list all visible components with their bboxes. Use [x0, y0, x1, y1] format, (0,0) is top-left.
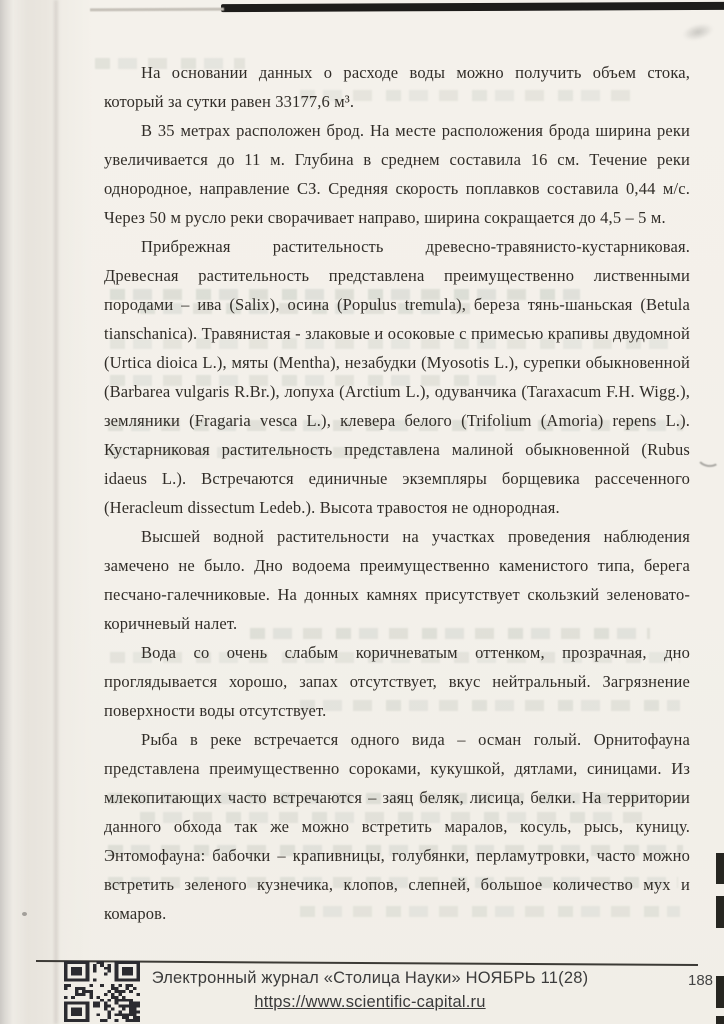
paragraph-ford: В 35 метрах расположен брод. На месте расположения брода ширина реки увеличивается до 11 м. Глубина в среднем составила 16 см. Течение реки однородное, направление СЗ. Средняя скорость поплавков составила 0,44 м/с. Через 50 м русло реки сворачивает направо, ширина сокращается до 4,5 – 5 м.: [104, 121, 690, 227]
scan-right-edge-mark: [716, 896, 724, 928]
scan-top-edge-faint: [90, 8, 224, 12]
paragraph-water-quality: Вода со очень слабым коричневатым оттенком, прозрачная, дно проглядывается хорошо, запах отсутствует, вкус нейтральный. Загрязнение поверхности воды отсутствует.: [104, 643, 690, 720]
article-body: [104, 58, 690, 956]
paragraph-fauna: Рыба в реке встречается одного вида – осман голый. Орнитофауна представлена преимущественно сороками, кукушкой, дятлами, синицами. Из млекопитающих часто встречаются – заяц беляк, лисица, белки. На территории данного обхода так же можно встретить маралов, косуль, рысь, куницу. Энтомофауна: бабочки – крапивницы, голубянки, перламутровки, часто можно встретить зеленого кузнечика, клопов, слепней, большое количество мух и комаров.: [104, 730, 690, 923]
scan-crease-artifact: [54, 0, 58, 1024]
speck-artifact: [22, 912, 27, 916]
journal-url-link[interactable]: https://www.scientific-capital.ru: [254, 993, 486, 1011]
paragraph-vegetation: Прибрежная растительность древесно-травянисто-кустарниковая. Древесная растительность представлена преимущественно лиственными породами – ива (Salix), осина (Populus tremula), береза тянь-шаньская (Betula tianschanica). Травянистая - злаковые и осоковые с примесью крапивы двудомной (Urtica dioica L.), мяты (Mentha), незабудки (Myosotis L.), сурепки обыкновенной (Barbarea vulgaris R.Br.), лопуха (Arctium L.), одуванчика (Taraxacum F.H. Wigg.), земляники (Fragaria vesca L.), клевера белого (Trifolium (Amoria) repens L.). Кустарниковая растительность представлена малиной обыкновенной (Rubus idaeus L.). Встречаются единичные экземпляры борщевика рассеченного (Heracleum dissectum Ledeb.). Высота травостоя не однородная.: [104, 237, 690, 517]
scan-right-edge-mark: [716, 1016, 724, 1024]
smudge-artifact: [696, 446, 722, 468]
scan-right-edge-mark: [716, 853, 724, 884]
page-footer: [120, 966, 620, 1014]
journal-title: Электронный журнал «Столица Науки» НОЯБРЬ 11(28): [151, 969, 589, 987]
scan-top-edge-bar: [221, 2, 724, 12]
smudge-artifact: [681, 20, 716, 43]
scan-right-edge-mark: [716, 976, 724, 1008]
qr-code-icon: [64, 961, 140, 1022]
paragraph-bottom: Высшей водной растительности на участках проведения наблюдения замечено не было. Дно водоема преимущественно каменистого типа, берега песчано-галечниковые. На донных камнях присутствует скользкий зеленовато-коричневый налет.: [104, 527, 690, 633]
scan-left-edge-shadow: [0, 0, 92, 1024]
paragraph-water-volume: На основании данных о расходе воды можно получить объем стока, который за сутки равен 33177,6 м³.: [104, 63, 690, 111]
page-number: 188: [688, 972, 714, 989]
